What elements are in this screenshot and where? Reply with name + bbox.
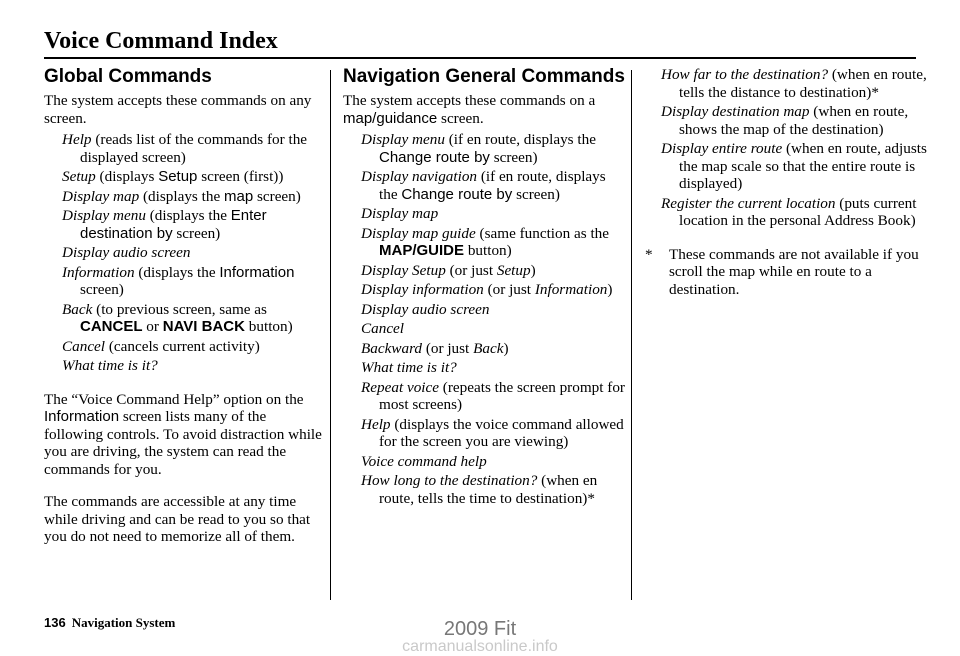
- command-name: Voice command help: [361, 452, 487, 470]
- command-name: Display audio screen: [361, 300, 490, 318]
- screen-name: Enter destination by: [80, 207, 267, 242]
- command-item: [343, 359, 625, 377]
- command-item: How far to the destination? (when en route, tells the distance to destination)*: [661, 66, 927, 101]
- command-item: [343, 205, 625, 223]
- command-item: Back (to previous screen, same as CANCEL or NAVI BACK button): [62, 300, 293, 335]
- command-item: [44, 244, 324, 262]
- command-item: Backward (or just Back): [361, 339, 509, 357]
- command-name: Cancel: [361, 320, 405, 337]
- section-heading: Global Commands: [44, 66, 212, 87]
- command-name: Display map: [62, 187, 140, 205]
- button-name: MAP/GUIDE: [379, 242, 465, 259]
- screen-name: Change route by: [401, 185, 513, 203]
- command-name: Display map: [361, 205, 439, 222]
- footer-label: Navigation System: [71, 615, 176, 630]
- button-name: NAVI BACK: [162, 318, 245, 335]
- section-heading: Navigation General Commands: [343, 66, 625, 87]
- command-item: Register the current location (puts current location in the personal Address Book): [661, 194, 917, 229]
- command-name: Setup: [62, 168, 96, 185]
- command-item: Display map guide (same function as the MAP/GUIDE button): [361, 224, 610, 259]
- command-item: [44, 357, 324, 375]
- command-name: Help: [361, 415, 391, 433]
- command-item: Display map (displays the map screen): [62, 187, 301, 205]
- command-name: Information: [62, 263, 135, 281]
- command-name: Back: [62, 300, 93, 318]
- command-name: Repeat voice: [361, 378, 439, 396]
- command-item: Setup (displays Setup screen (first)): [62, 168, 284, 185]
- command-item: [343, 320, 625, 338]
- site-watermark: carmanualsonline.info: [402, 638, 558, 655]
- command-name: How far to the destination?: [661, 66, 829, 83]
- screen-name: Change route by: [379, 148, 490, 166]
- screen-name: Information: [44, 408, 120, 425]
- command-name: Help: [62, 131, 92, 148]
- command-item: Display navigation (if en route, displays the Change route by screen): [361, 168, 606, 203]
- command-name: Cancel: [62, 337, 106, 355]
- command-name: Display entire route: [661, 140, 783, 157]
- footnote-mark: *: [645, 245, 653, 263]
- column-divider: [330, 70, 331, 600]
- command-name: Display menu: [62, 207, 146, 224]
- command-item: Information (displays the Information screen): [62, 263, 295, 298]
- command-item: Help (displays the voice command allowed for the screen you are viewing): [361, 415, 624, 450]
- title-rule: [44, 57, 916, 59]
- global-commands-column: [44, 66, 324, 561]
- command-name: Display menu: [361, 131, 445, 148]
- command-item: Display information (or just Information): [361, 281, 613, 298]
- command-item: Display menu (displays the Enter destination by screen): [62, 207, 267, 242]
- body-paragraph: The commands are accessible at any time while driving and can be read to you so that you do not need to memorize all of them.: [44, 493, 311, 545]
- command-name: Display audio screen: [62, 244, 191, 261]
- screen-name: Information: [219, 263, 295, 281]
- column-divider: [631, 70, 632, 600]
- command-item: Cancel (cancels current activity): [62, 337, 260, 355]
- command-name: What time is it?: [62, 357, 158, 374]
- screen-name: map/guidance: [343, 109, 438, 127]
- command-desc: (reads list of the commands for the displayed screen): [80, 131, 308, 166]
- navigation-commands-continued: [645, 66, 927, 298]
- command-item: Display destination map (when en route, shows the map of the destination): [661, 103, 909, 138]
- command-name: Display information: [361, 281, 484, 298]
- command-name: Display Setup: [361, 261, 446, 279]
- command-name: How long to the destination?: [361, 472, 538, 489]
- footnote-text: These commands are not available if you scroll the map while en route to a destination.: [669, 245, 919, 298]
- command-item: Repeat voice (repeats the screen prompt for most screens): [361, 378, 625, 413]
- command-name: What time is it?: [361, 359, 457, 376]
- body-paragraph: The “Voice Command Help” option on the Information screen lists many of the following controls. To avoid distraction while you are driving, the system can read the commands for you.: [44, 390, 322, 478]
- intro-text: The system accepts these commands on a map/guidance screen.: [343, 92, 596, 127]
- command-name: Backward: [361, 339, 423, 357]
- command-name: Register the current location: [661, 194, 836, 212]
- model-watermark: 2009 Fit: [443, 618, 517, 640]
- button-name: CANCEL: [80, 318, 143, 335]
- page-title: Voice Command Index: [44, 28, 278, 54]
- command-item: Display entire route (when en route, adjusts the map scale so that the entire route is displayed): [661, 140, 927, 192]
- command-item: [343, 453, 625, 471]
- page-number: 136: [44, 615, 66, 630]
- intro-text: The system accepts these commands on any screen.: [44, 92, 312, 127]
- command-name: Display destination map: [661, 103, 810, 120]
- command-name: Display map guide: [361, 224, 476, 242]
- command-item: [44, 131, 324, 166]
- screen-name: map: [224, 187, 254, 205]
- command-item: Display menu (if en route, displays the Change route by screen): [361, 131, 596, 166]
- footnote: [645, 246, 927, 299]
- screen-name: Setup: [158, 168, 198, 185]
- command-item: Display Setup (or just Setup): [361, 261, 536, 279]
- command-name: Display navigation: [361, 168, 478, 185]
- command-item: [343, 301, 625, 319]
- navigation-commands-column: [343, 66, 625, 509]
- command-item: How long to the destination? (when en route, tells the time to destination)*: [361, 472, 598, 507]
